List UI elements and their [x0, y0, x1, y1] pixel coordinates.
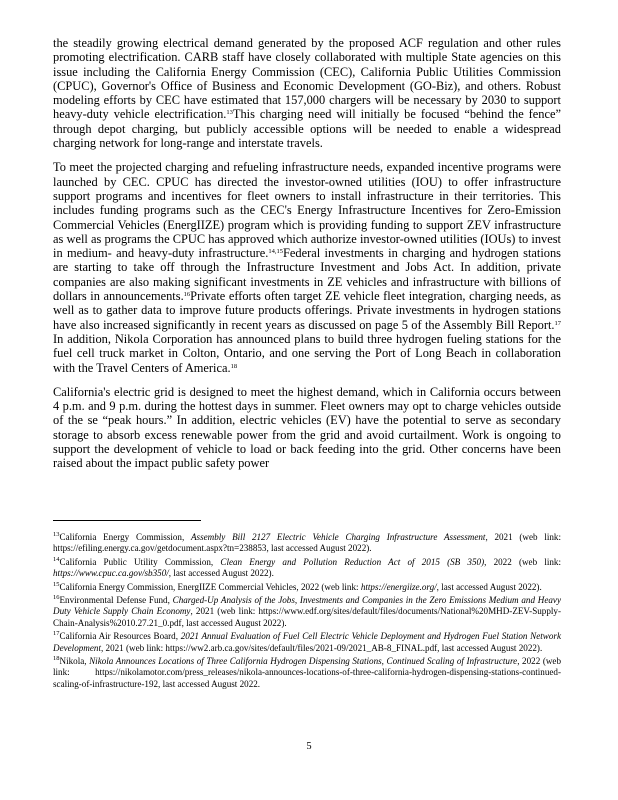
footnote-ref: 14,15 [268, 248, 284, 256]
italic-title: https://www.cpuc.ca.gov/sb350/ [53, 568, 169, 579]
footnote-15: $^{15}$California Energy Commission, EnergIIZE Commercial Vehicles, 2022 (web link: https://energiize.org/, last accessed August 2022). [53, 580, 542, 592]
italic-title: 2021 Annual Evaluation of Fuel Cell Electric Vehicle Deployment and Hydrogen Fuel Station Network Development [53, 631, 561, 653]
italic-title: Assembly Bill 2127 Electric Vehicle Charging Infrastructure Assessment [190, 532, 486, 542]
italic-title: Clean Energy and Pollution Reduction Act of 2015 (SB 350) [220, 556, 485, 567]
footnote-ref: 18 [53, 655, 60, 663]
footnote-16: $^{16}$Environmental Defense Fund, Charged-Up Analysis of the Jobs, Investments and Companies in the Zero Emissions Medium and Heavy Duty Vehicle Supply Chain Economy, 2021 (web link: https://www.edf.org/sites/default/files/documents/National%20MHD-ZEV-Supply-Chain-Analysis%2010.27.21_0.pdf, last accessed August 2022). [53, 594, 561, 628]
paragraph: To meet the projected charging and refueling infrastructure needs, expanded incentive programs were launched by CEC. CPUC has directed the investor-owned utilities (IOU) to offer infrastructure support programs and incentives for fleet owners to install infrastructure in their territories. This includes funding programs such as the CEC's Energy Infrastructure Incentives for Zero-Emission Commercial Vehicles (EnergIIZE) program which is providing funding to support ZEV infrastructure as well as programs the CPUC has approved which authorize investor-owned utilities (IOUs) to invest in medium- and heavy-duty infrastructure.$^{14,15}$Federal investments in charging and hydrogen stations are starting to take off through the Infrastructure Investment and Jobs Act. In addition, private companies are also making significant investments in ZE vehicles and infrastructure with billions of dollars in announcements.$^{16}$Private efforts often target ZE vehicle fleet integration, charging needs, as well as to gather data to improve future products offerings. Private investments in hydrogen stations have also increased significantly in recent years as discussed on page 5 of the Assembly Bill Report.$^{17}$ In addition, Nikola Corporation has announced plans to build three hydrogen fueling stations for the fuel cell truck market in Colton, Ontario, and one serving the Port of Long Beach in collaboration with the Travel Centers of America.$^{18}$ [53, 160, 561, 375]
footnote-ref: 14 [53, 555, 60, 563]
page-number: 5 [306, 741, 312, 752]
footnote-ref: 18 [230, 362, 238, 370]
paragraph: California's electric grid is designed to meet the highest demand, which in California occurs between 4 p.m. and 9 p.m. during the hottest days in summer. Fleet owners may opt to charge vehicles outside of the se “peak hours.” In addition, electric vehicles (EV) have the potential to serve as secondary storage to absorb excess renewable power from the grid and avoid curtailment. Work is ongoing to support the development of vehicle to load or back feeding into the grid. Other concerns have been raised about the impact public safety power [53, 384, 561, 471]
body-text [53, 36, 561, 481]
italic-title: https://energiize.org/ [360, 581, 437, 592]
footnote-17: $^{17}$California Air Resources Board, 2021 Annual Evaluation of Fuel Cell Electric Vehicle Deployment and Hydrogen Fuel Station Network Development, 2021 (web link: https://ww2.arb.ca.gov/sites/default/files/2021-09/2021_AB-8_FINAL.pdf, last accessed August 2022). [53, 630, 561, 653]
footnote-ref: 16 [183, 291, 191, 299]
footnote-14: $^{14}$California Public Utility Commission, Clean Energy and Pollution Reduction Act of 2015 (SB 350), 2022 (web link: https://www.cpuc.ca.gov/sb350/, last accessed August 2022). [53, 555, 561, 579]
footnote-ref: 17 [53, 630, 60, 638]
footnote-18: $^{18}$Nikola, Nikola Announces Locations of Three California Hydrogen Dispensing Stations, Continued Scaling of Infrastructure, 2022 (web link: https://nikolamotor.com/press_releases/nikola-announces-locations-of-three-california-hydrogen-dispensing-stations-continued-scaling-of-infrastructure-192, last accessed August 2022. [53, 655, 561, 689]
footnote-13: $^{13}$California Energy Commission, Assembly Bill 2127 Electric Vehicle Charging Infrastructure Assessment, 2021 (web link: https://efiling.energy.ca.gov/getdocument.aspx?tn=238853, last accessed August 2022). [53, 531, 562, 554]
paragraph: the steadily growing electrical demand generated by the proposed ACF regulation and other rules promoting electrification. CARB staff have closely collaborated with multiple State agencies on this issue including the California Energy Commission (CEC), California Public Utilities Commission (CPUC), Governor's Office of Business and Economic Development (GO-Biz), and others. Robust modeling efforts by CEC have estimated that 157,000 chargers will be necessary by 2030 to support heavy-duty vehicle electrification.$^{13}$This charging need will initially be focused “behind the fence” through depot charging, but publicly accessible options will be needed to enable a widespread charging network for long-range and interstate travels. [53, 36, 561, 151]
footnote-ref: 13 [226, 109, 233, 117]
footnote-ref: 13 [53, 531, 60, 538]
footnote-ref: 16 [53, 594, 60, 602]
footnote-separator [53, 520, 201, 521]
italic-title: Nikola Announces Locations of Three California Hydrogen Dispensing Stations, Continued Scaling of Infrastructure [89, 656, 518, 667]
italic-title: Charged-Up Analysis of the Jobs, Investments and Companies in the Zero Emissions Medium and Heavy Duty Vehicle Supply Chain Economy [53, 595, 561, 617]
footnote-ref: 15 [53, 580, 60, 588]
footnote-ref: 17 [554, 319, 561, 327]
footnotes [53, 532, 561, 692]
